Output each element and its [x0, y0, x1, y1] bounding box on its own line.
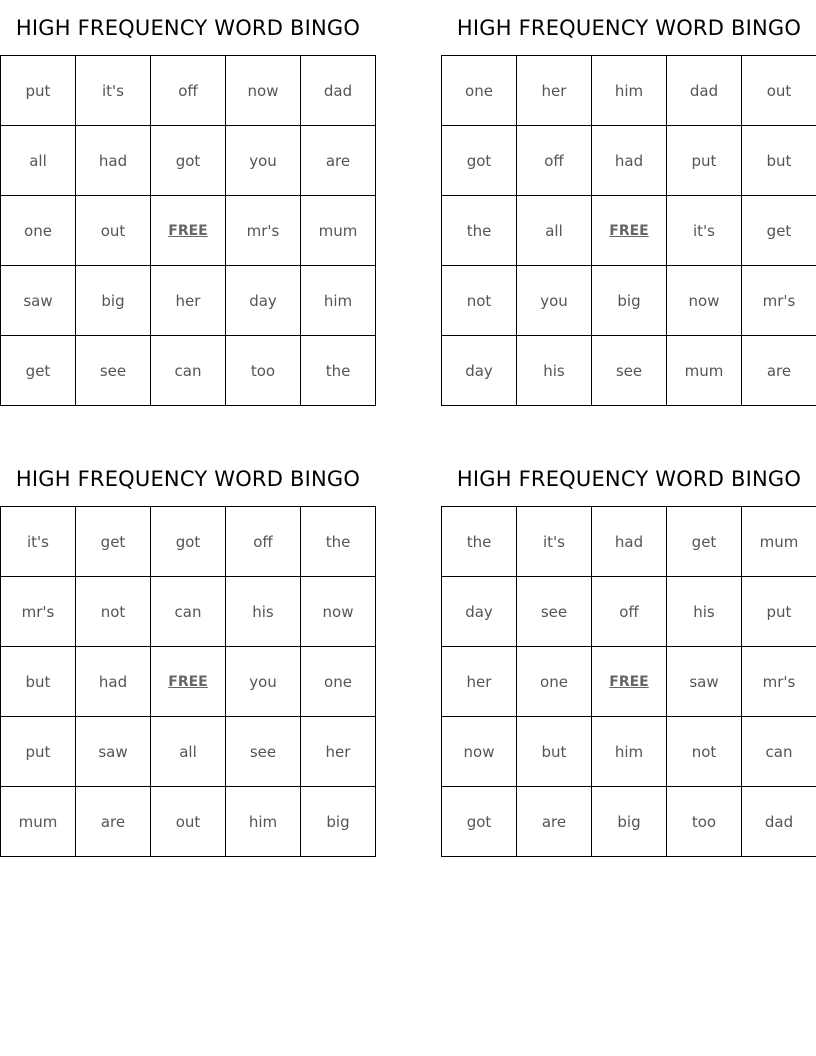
bingo-cell: get — [667, 507, 742, 577]
bingo-cell: too — [667, 787, 742, 857]
bingo-cell: her — [517, 56, 592, 126]
bingo-cell: off — [517, 126, 592, 196]
bingo-cell: can — [151, 577, 226, 647]
bingo-cell: her — [301, 717, 376, 787]
bingo-cell: not — [442, 266, 517, 336]
bingo-cell: put — [1, 56, 76, 126]
bingo-cell: had — [76, 647, 151, 717]
free-space: FREE — [592, 196, 667, 266]
bingo-cell: see — [76, 336, 151, 406]
bingo-cell: it's — [76, 56, 151, 126]
bingo-cell: day — [442, 336, 517, 406]
bingo-cell: mr's — [226, 196, 301, 266]
bingo-cell: day — [442, 577, 517, 647]
bingo-cell: not — [667, 717, 742, 787]
bingo-cell: now — [301, 577, 376, 647]
bingo-cell: dad — [301, 56, 376, 126]
bingo-cell: all — [151, 717, 226, 787]
bingo-cell: him — [592, 56, 667, 126]
bingo-cell: dad — [667, 56, 742, 126]
bingo-cell: one — [517, 647, 592, 717]
bingo-cell: it's — [517, 507, 592, 577]
bingo-cell: the — [442, 507, 517, 577]
bingo-cell: got — [442, 126, 517, 196]
bingo-cell: mum — [301, 196, 376, 266]
bingo-cell: you — [226, 126, 301, 196]
bingo-cell: you — [517, 266, 592, 336]
bingo-cell: had — [76, 126, 151, 196]
bingo-cell: big — [592, 266, 667, 336]
bingo-cell: mr's — [1, 577, 76, 647]
bingo-cell: off — [226, 507, 301, 577]
bingo-cell: had — [592, 126, 667, 196]
bingo-cell: mr's — [742, 647, 816, 717]
bingo-cell: but — [742, 126, 816, 196]
bingo-cell: see — [592, 336, 667, 406]
bingo-cell: her — [442, 647, 517, 717]
bingo-cell: now — [667, 266, 742, 336]
bingo-cell: had — [592, 507, 667, 577]
bingo-cell: off — [151, 56, 226, 126]
bingo-cell: it's — [667, 196, 742, 266]
bingo-cell: got — [151, 507, 226, 577]
bingo-cell: put — [742, 577, 816, 647]
bingo-cell: are — [76, 787, 151, 857]
bingo-cell: big — [301, 787, 376, 857]
free-space: FREE — [151, 647, 226, 717]
bingo-cell: him — [226, 787, 301, 857]
bingo-grid — [441, 55, 816, 406]
bingo-cell: are — [742, 336, 816, 406]
bingo-cell: day — [226, 266, 301, 336]
bingo-cell: the — [301, 507, 376, 577]
bingo-cell: all — [1, 126, 76, 196]
bingo-cell: can — [151, 336, 226, 406]
bingo-cell: get — [76, 507, 151, 577]
bingo-cell: the — [301, 336, 376, 406]
bingo-cell: big — [592, 787, 667, 857]
bingo-grid — [0, 55, 376, 406]
bingo-cell: the — [442, 196, 517, 266]
bingo-cell: got — [151, 126, 226, 196]
bingo-cell: one — [1, 196, 76, 266]
bingo-cell: out — [742, 56, 816, 126]
free-space: FREE — [592, 647, 667, 717]
bingo-cell: one — [442, 56, 517, 126]
card-title: HIGH FREQUENCY WORD BINGO — [15, 467, 361, 491]
card-title: HIGH FREQUENCY WORD BINGO — [456, 467, 802, 491]
bingo-cell: him — [592, 717, 667, 787]
bingo-cell: put — [1, 717, 76, 787]
bingo-grid — [441, 506, 816, 857]
bingo-grid — [0, 506, 376, 857]
bingo-cell: dad — [742, 787, 816, 857]
bingo-cell: it's — [1, 507, 76, 577]
bingo-cell: you — [226, 647, 301, 717]
bingo-cell: get — [1, 336, 76, 406]
bingo-cell: get — [742, 196, 816, 266]
card-title: HIGH FREQUENCY WORD BINGO — [15, 16, 361, 40]
bingo-cell: mr's — [742, 266, 816, 336]
bingo-cell: saw — [667, 647, 742, 717]
bingo-cell: out — [76, 196, 151, 266]
bingo-cell: mum — [667, 336, 742, 406]
bingo-cell: got — [442, 787, 517, 857]
bingo-cell: his — [517, 336, 592, 406]
bingo-cell: but — [517, 717, 592, 787]
bingo-cell: see — [226, 717, 301, 787]
bingo-cell: saw — [1, 266, 76, 336]
bingo-cell: can — [742, 717, 816, 787]
bingo-cell: saw — [76, 717, 151, 787]
bingo-cell: see — [517, 577, 592, 647]
bingo-cell: all — [517, 196, 592, 266]
bingo-cell: mum — [1, 787, 76, 857]
bingo-cell: not — [76, 577, 151, 647]
bingo-cell: his — [226, 577, 301, 647]
bingo-cell: now — [442, 717, 517, 787]
bingo-cell: too — [226, 336, 301, 406]
bingo-cell: her — [151, 266, 226, 336]
bingo-cell: are — [301, 126, 376, 196]
bingo-cell: are — [517, 787, 592, 857]
bingo-cell: one — [301, 647, 376, 717]
bingo-cell: out — [151, 787, 226, 857]
bingo-cell: off — [592, 577, 667, 647]
bingo-cell: now — [226, 56, 301, 126]
free-space: FREE — [151, 196, 226, 266]
bingo-cell: his — [667, 577, 742, 647]
bingo-cell: put — [667, 126, 742, 196]
bingo-cell: mum — [742, 507, 816, 577]
bingo-cell: him — [301, 266, 376, 336]
bingo-cell: big — [76, 266, 151, 336]
bingo-cell: but — [1, 647, 76, 717]
card-title: HIGH FREQUENCY WORD BINGO — [456, 16, 802, 40]
